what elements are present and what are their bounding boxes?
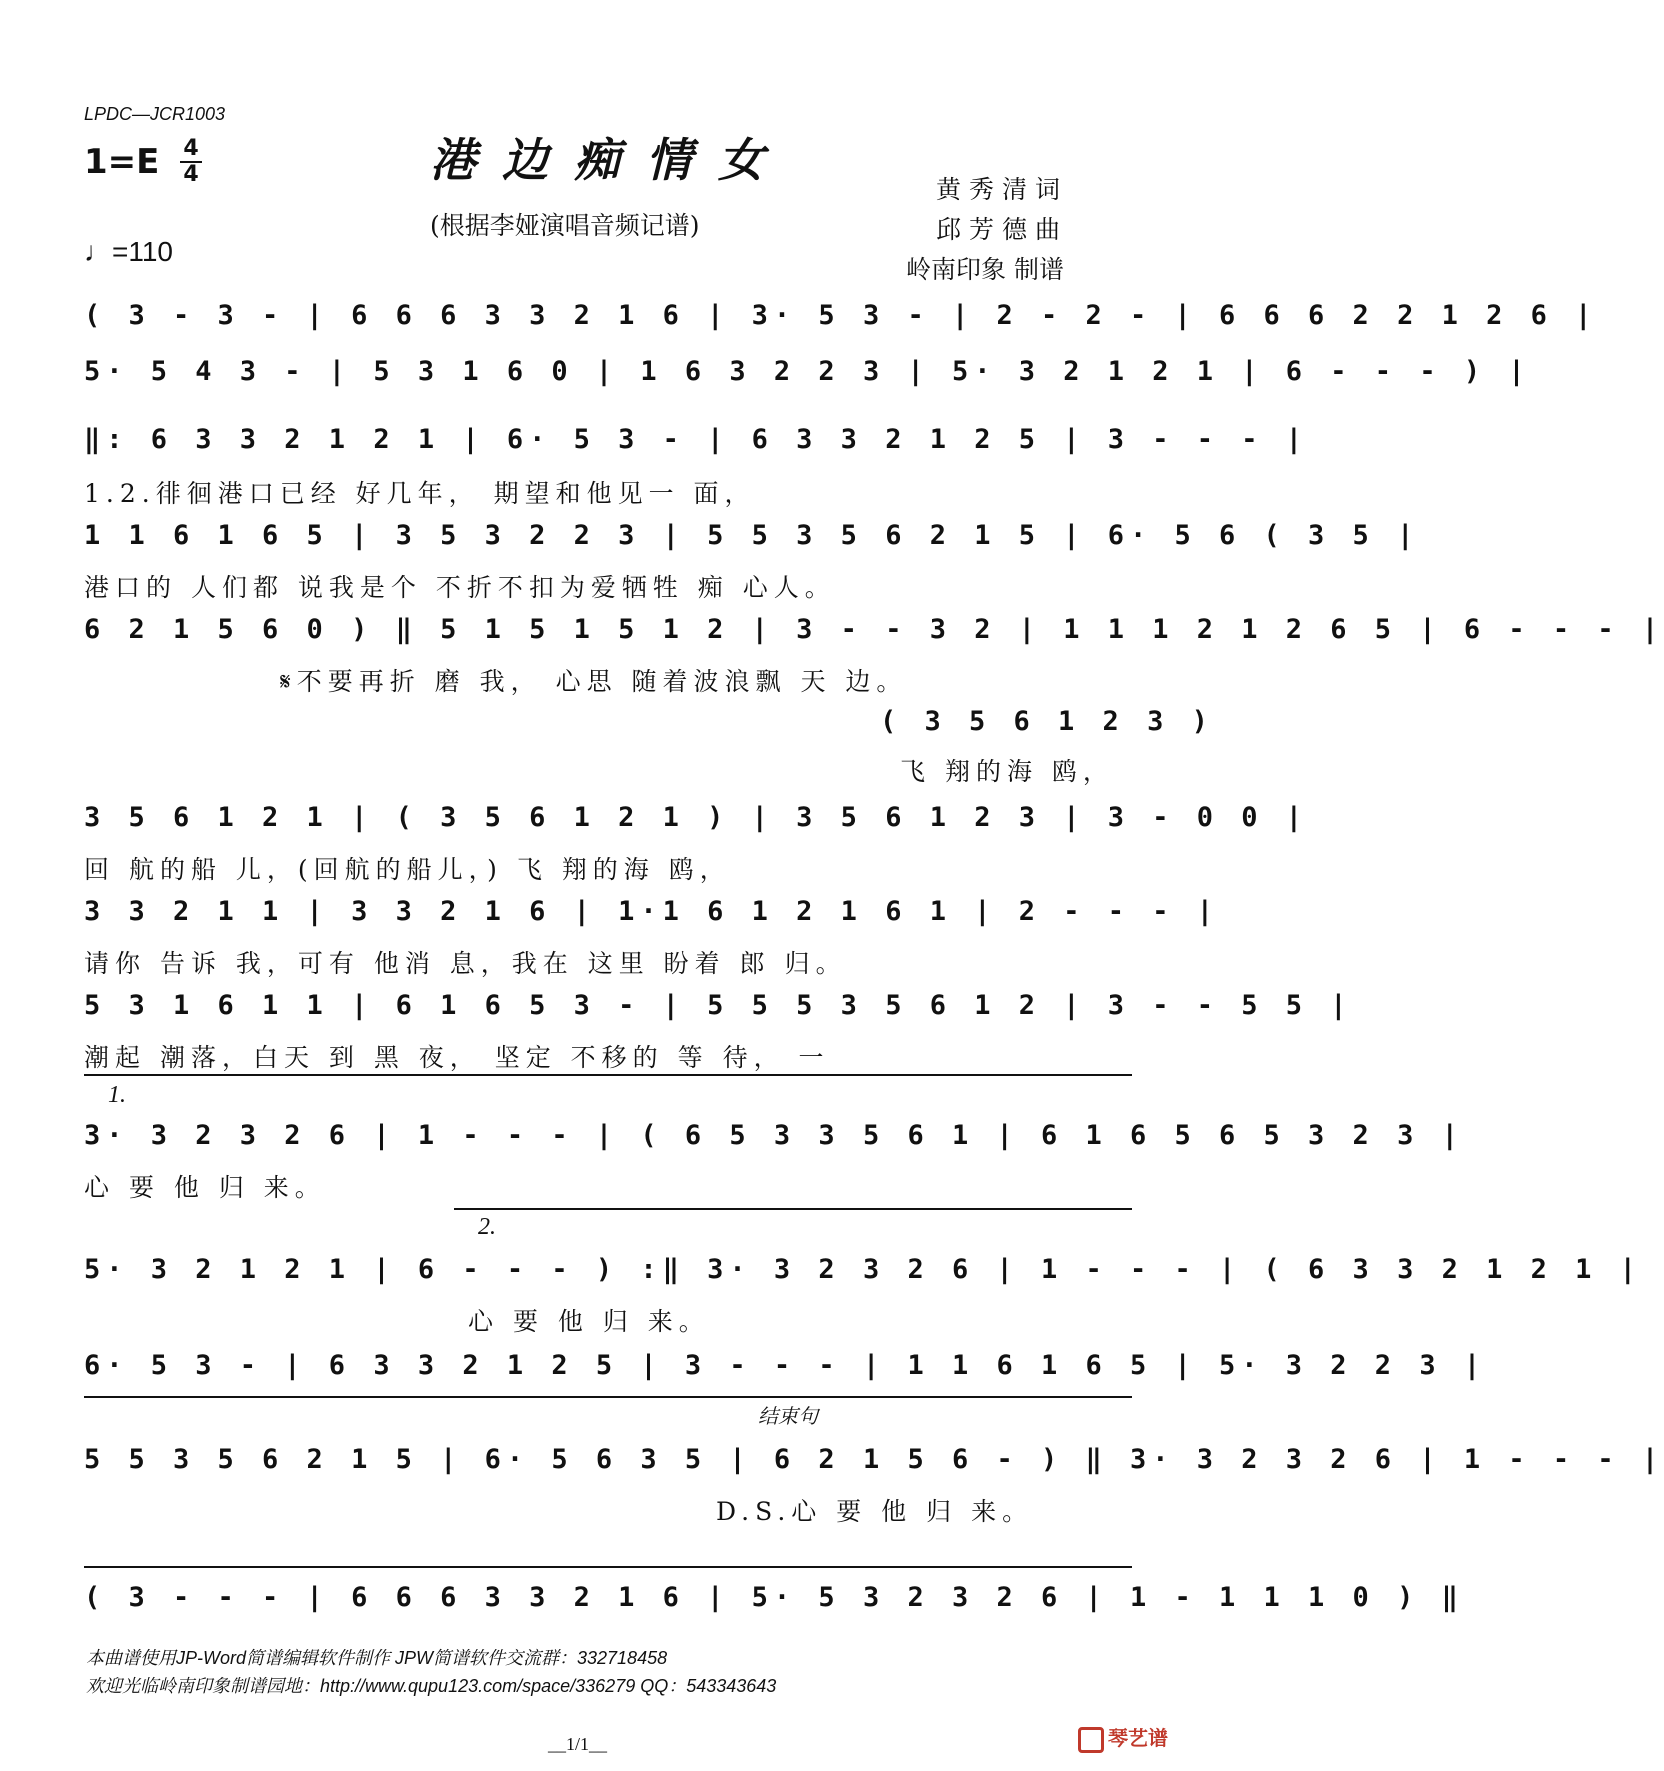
footer-software-note: 本曲谱使用JP-Word简谱编辑软件制作 JPW简谱软件交流群：332718458 [86, 1648, 668, 1668]
score-line-5: 6 2 1 5 6 0 ) ‖ 5 1 5 1 5 1 2 | 3 - - 3 2 | 1 1 1 2 1 2 6 5 | 6 - - - | [84, 614, 1664, 645]
arranger-credit: 岭南印象 制谱 [906, 255, 1064, 284]
score-line-10: 3· 3 2 3 2 6 | 1 - - - | ( 6 5 3 3 5 6 1 | 6 1 6 5 6 5 3 2 3 | [84, 1120, 1464, 1151]
qinyipu-logo-icon [1078, 1727, 1104, 1753]
time-signature-top: 4 [183, 136, 199, 161]
score-line-14: ( 3 - - - | 6 6 6 3 3 2 1 6 | 5· 5 3 2 3 2 6 | 1 - 1 1 1 0 ) ‖ [84, 1582, 1464, 1613]
qinyipu-logo-text: 琴艺谱 [1108, 1726, 1168, 1750]
score-line-7: 3 5 6 1 2 1 | ( 3 5 6 1 2 1 ) | 3 5 6 1 2 3 | 3 - 0 0 | [84, 802, 1309, 833]
page-title: 港边痴情女 [430, 133, 790, 187]
composer-credit: 邱芳德曲 [936, 215, 1069, 244]
lyric-line-6: 飞 翔的海 鸥， [900, 757, 1114, 786]
final-rule [84, 1566, 1132, 1568]
volta-2-label: 2. [478, 1214, 496, 1240]
coda-label: 结束句 [758, 1406, 818, 1428]
lyric-line-3: 1.2.徘徊港口已经 好几年， 期望和他见一 面， [84, 479, 756, 508]
page-subtitle: (根据李娅演唱音频记谱) [430, 211, 700, 240]
lyricist-credit: 黄秀清词 [936, 175, 1069, 204]
footer-website-note: 欢迎光临岭南印象制谱园地：http://www.qupu123.com/space/336279 QQ：543343643 [86, 1676, 777, 1696]
score-line-4: 1 1 6 1 6 5 | 3 5 3 2 2 3 | 5 5 3 5 6 2 1 5 | 6· 5 6 ( 3 5 | [84, 520, 1420, 551]
score-code: LPDC—JCR1003 [84, 104, 226, 124]
coda-rule [84, 1396, 1132, 1398]
lyric-line-10: 心 要 他 归 来。 [84, 1173, 326, 1202]
page-number: __1/1__ [548, 1734, 608, 1754]
lyric-line-8: 请你 告诉 我，可有 他消 息，我在 这里 盼着 郎 归。 [84, 949, 847, 978]
score-line-12: 6· 5 3 - | 6 3 3 2 1 2 5 | 3 - - - | 1 1 6 1 6 5 | 5· 3 2 2 3 | [84, 1350, 1487, 1381]
lyric-line-4: 港口的 人们都 说我是个 不折不扣为爱牺牲 痴 心人。 [84, 573, 836, 602]
lyric-line-13: D.S.心 要 他 归 来。 [716, 1497, 1034, 1526]
score-line-13: 5 5 3 5 6 2 1 5 | 6· 5 6 3 5 | 6 2 1 5 6 - ) ‖ 3· 3 2 3 2 6 | 1 - - - | [84, 1444, 1664, 1475]
score-line-6: ( 3 5 6 1 2 3 ) [880, 706, 1214, 737]
score-line-1: ( 3 - 3 - | 6 6 6 3 3 2 1 6 | 3· 5 3 - | 2 - 2 - | 6 6 6 2 2 1 2 6 | [84, 300, 1598, 331]
time-signature-bottom: 4 [183, 162, 199, 187]
score-line-9: 5 3 1 6 1 1 | 6 1 6 5 3 - | 5 5 5 3 5 6 1 2 | 3 - - 5 5 | [84, 990, 1353, 1021]
time-signature [180, 138, 202, 186]
score-line-2: 5· 5 4 3 - | 5 3 1 6 0 | 1 6 3 2 2 3 | 5· 3 2 1 2 1 | 6 - - - ) | [84, 356, 1531, 387]
lyric-line-11: 心 要 他 归 来。 [468, 1307, 710, 1336]
score-line-11: 5· 3 2 1 2 1 | 6 - - - ) :‖ 3· 3 2 3 2 6 | 1 - - - | ( 6 3 3 2 1 2 1 | [84, 1254, 1642, 1285]
volta-rule-1 [84, 1074, 1132, 1076]
volta-rule-2 [454, 1208, 1132, 1210]
tempo-marking: ♩=110 [84, 236, 173, 267]
lyric-line-9: 潮起 潮落，白天 到 黑 夜， 坚定 不移的 等 待， 一 [84, 1043, 830, 1072]
qinyipu-logo [1078, 1722, 1168, 1753]
lyric-line-5: 𝄋不要再折 磨 我， 心思 随着波浪飘 天 边。 [280, 667, 908, 696]
score-line-3: ‖: 6 3 3 2 1 2 1 | 6· 5 3 - | 6 3 3 2 1 2 5 | 3 - - - | [84, 424, 1309, 455]
key-signature: 1=E [84, 142, 160, 182]
volta-1-label: 1. [108, 1082, 126, 1108]
lyric-line-7: 回 航的船 儿，(回航的船儿，) 飞 翔的海 鸥， [84, 855, 731, 884]
score-line-8: 3 3 2 1 1 | 3 3 2 1 6 | 1·1 6 1 2 1 6 1 | 2 - - - | [84, 896, 1220, 927]
